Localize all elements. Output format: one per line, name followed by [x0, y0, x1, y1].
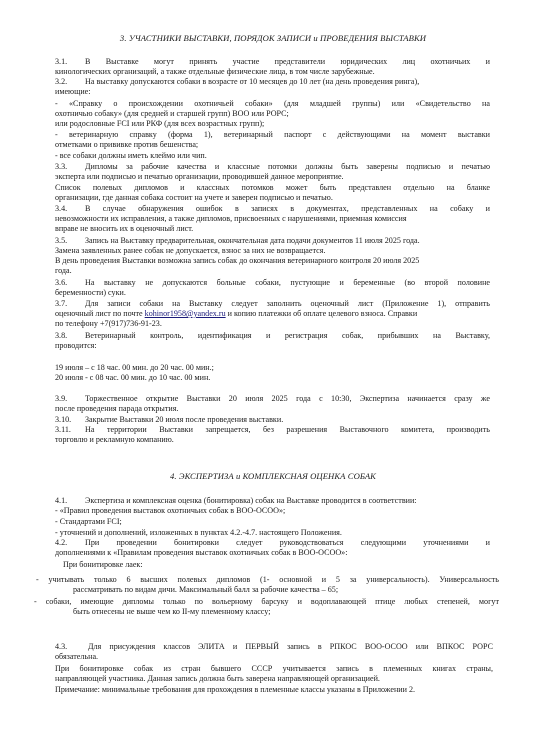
clause-4-1-line-1: Экспертиза и комплексная оценка (бонитировка) собак на Выставке проводится в соответствии: — [85, 496, 417, 505]
clause-3-5-line-3: В день проведения Выставки возможна запись собак до окончания ветеринарного контроля 20 июля 2025 — [55, 256, 420, 265]
clause-3-3-line-2: эксперта или подписью и печатью организации, проводившей данное мероприятие. — [55, 172, 344, 181]
clause-3-11-number: 3.11. — [55, 425, 71, 434]
clause-3-7-line-2-end: и копию платежки об оплате целевого взноса. Справки — [225, 309, 418, 318]
clause-3-2-line-7: отметками о прививке против бешенства; — [55, 140, 199, 149]
clause-3-2-number: 3.2. — [55, 77, 68, 86]
clause-4-3-line-3: При бонитировке собак из стран бывшего СССР учитывается запись в племенных книгах страны, — [55, 664, 493, 673]
section-3-heading: 3. УЧАСТНИКИ ВЫСТАВКИ, ПОРЯДОК ЗАПИСИ и ПРОВЕДЕНИЯ ВЫСТАВКИ — [119, 33, 427, 43]
clause-3-7-line-2-start: оценочный лист по почте — [55, 309, 145, 318]
clause-3-1-number: 3.1. — [55, 57, 68, 66]
clause-4-3-line-2: обязательна. — [55, 652, 99, 661]
clause-3-8-line-1: Ветеринарный контроль, идентификация и регистрация собак, прибывших на Выставку, — [85, 331, 490, 340]
clause-4-2-line-3: При бонитировке лаек: — [63, 560, 143, 569]
clause-3-2-line-8: - все собаки должны иметь клеймо или чип. — [55, 151, 207, 160]
clause-3-6-line-1: На выставку не допускаются больные собаки, пустующие и беременные (во второй половине — [85, 278, 490, 287]
clause-3-8-number: 3.8. — [55, 331, 68, 340]
clause-3-11-line-1: На территории Выставки запрещается, без разрешения Выставочного комитета, производить — [85, 425, 490, 434]
clause-3-6-line-2: беременности) суки. — [55, 288, 126, 297]
clause-4-2-line-7: быть отнесены не выше чем ко II-му племенному классу; — [73, 607, 271, 616]
schedule-line-2: 20 июля - с 08 час. 00 мин. до 10 час. 00 мин. — [55, 373, 211, 382]
clause-3-9-line-1: Торжественное открытие Выставки 20 июля 2025 года с 10:30, Экспертиза начинается сразу же — [85, 394, 490, 403]
clause-3-7-line-2 — [55, 309, 417, 319]
clause-4-1-line-3: - Стандартами FCI; — [55, 517, 122, 526]
clause-3-2-line-1: На выставку допускаются собаки в возрасте от 10 месяцев до 10 лет (на день проведения ринга), — [85, 77, 420, 86]
clause-3-4-line-1: В случае обнаружения ошибок в записях в документах, представленных на собаку и — [85, 204, 490, 213]
clause-4-2-number: 4.2. — [55, 538, 68, 547]
section-4-heading: 4. ЭКСПЕРТИЗА и КОМПЛЕКСНАЯ ОЦЕНКА СОБАК — [170, 471, 376, 481]
clause-3-2-line-2: имеющие: — [55, 87, 91, 96]
clause-3-5-line-1: Запись на Выставку предварительная, окончательная дата подачи документов 11 июля 2025 года. — [85, 236, 420, 245]
clause-3-10-number: 3.10. — [55, 415, 72, 424]
clause-3-6-number: 3.6. — [55, 278, 68, 287]
clause-4-1-line-2: - «Правил проведения выставок охотничьих собак в ВОО-ОСОО»; — [55, 506, 286, 515]
clause-4-3-line-4: направляющей участника. Данная запись должна быть заверена направляющей организацией. — [55, 674, 380, 683]
clause-4-3-number: 4.3. — [55, 642, 68, 651]
clause-3-5-number: 3.5. — [55, 236, 68, 245]
clause-3-1-line-1: В Выставке могут принять участие представители юридических лиц охотничьих и — [85, 57, 490, 66]
clause-3-5-line-2: Замена заявленных ранее собак не допускается, взнос за них не возвращается. — [55, 246, 326, 255]
clause-3-2-line-4: охотничью собаку» (для средней и старшей групп) ВОО или РОРС; — [55, 109, 289, 118]
clause-4-2-line-2: дополнениями к «Правилам проведения выставок охотничьих собак в ВОО-ОСОО»: — [55, 548, 348, 557]
clause-3-3-line-4: организации, где данная собака состоит на учете и заверен подписью и печатью. — [55, 193, 333, 202]
clause-3-4-line-3: вправе не вносить их в оценочный лист. — [55, 224, 194, 233]
clause-3-2-line-3: - «Справку о происхождении охотничьей собаки» (для младшей группы) или «Свидетельство на — [55, 99, 490, 108]
email-link[interactable]: kohinor1958@yandex.ru — [144, 309, 226, 318]
clause-3-1-line-2: кинологических организаций, а также отдельные физические лица, в том числе зарубежные. — [55, 67, 375, 76]
clause-3-7-number: 3.7. — [55, 299, 68, 308]
clause-3-9-number: 3.9. — [55, 394, 68, 403]
clause-3-4-line-2: невозможности их исправления, а также дипломов, присвоенных с нарушениями, приемная комиссия — [55, 214, 407, 223]
clause-3-11-line-2: торговлю и рекламную компанию. — [55, 435, 174, 444]
clause-3-3-number: 3.3. — [55, 162, 68, 171]
clause-3-7-line-1: Для записи собаки на Выставку следует заполнить оценочный лист (Приложение 1), отправить — [85, 299, 490, 308]
clause-3-9-line-2: после проведения парада открытия. — [55, 404, 179, 413]
clause-3-2-line-6: - ветеринарную справку (форма 1), ветеринарный паспорт с действующими на момент выставки — [55, 130, 490, 139]
clause-3-2-line-5: или родословные FCI или РКФ (для всех возрастных групп); — [55, 119, 265, 128]
clause-4-3-line-5: Примечание: минимальные требования для прохождения в племенные классы указаны в Приложении 2. — [55, 685, 416, 694]
clause-3-3-line-1: Дипломы за рабочие качества и классные потомки должны быть заверены подписью и печатью — [85, 162, 490, 171]
schedule-line-1: 19 июля – с 18 час. 00 мин. до 20 час. 00 мин.; — [55, 363, 214, 372]
clause-3-10-line-1: Закрытие Выставки 20 июля после проведения выставки. — [85, 415, 284, 424]
clause-4-1-number: 4.1. — [55, 496, 68, 505]
clause-4-2-line-5: рассматривать по видам дичи. Максимальный балл за рабочие качества – 65; — [73, 585, 339, 594]
clause-3-3-line-3: Список полевых дипломов и классных потомков может быть представлен отдельно на бланке — [55, 183, 490, 192]
clause-3-7-line-3: по телефону +7(917)736-91-23. — [55, 319, 162, 328]
clause-3-5-line-4: года. — [55, 266, 72, 275]
clause-4-3-line-1: Для присуждения классов ЭЛИТА и ПЕРВЫЙ запись в РПКОС ВОО-ОСОО или ВПКОС РОРС — [88, 642, 493, 651]
clause-3-4-number: 3.4. — [55, 204, 68, 213]
clause-4-2-line-4: - учитывать только 6 высших полевых дипломов (1- основной и 5 за универсальность). Универсальность — [36, 575, 499, 584]
clause-4-2-line-6: - собаки, имеющие дипломы только по вольерному барсуку и водоплавающей птице любых степеней, могут — [34, 597, 499, 606]
clause-4-2-line-1: При проведении бонитировки следует руководствоваться следующими уточнениями и — [85, 538, 490, 547]
clause-4-1-line-4: - уточнений и дополнений, изложенных в пунктах 4.2.-4.7. настоящего Положения. — [55, 528, 342, 537]
clause-3-8-line-2: проводится: — [55, 341, 97, 350]
